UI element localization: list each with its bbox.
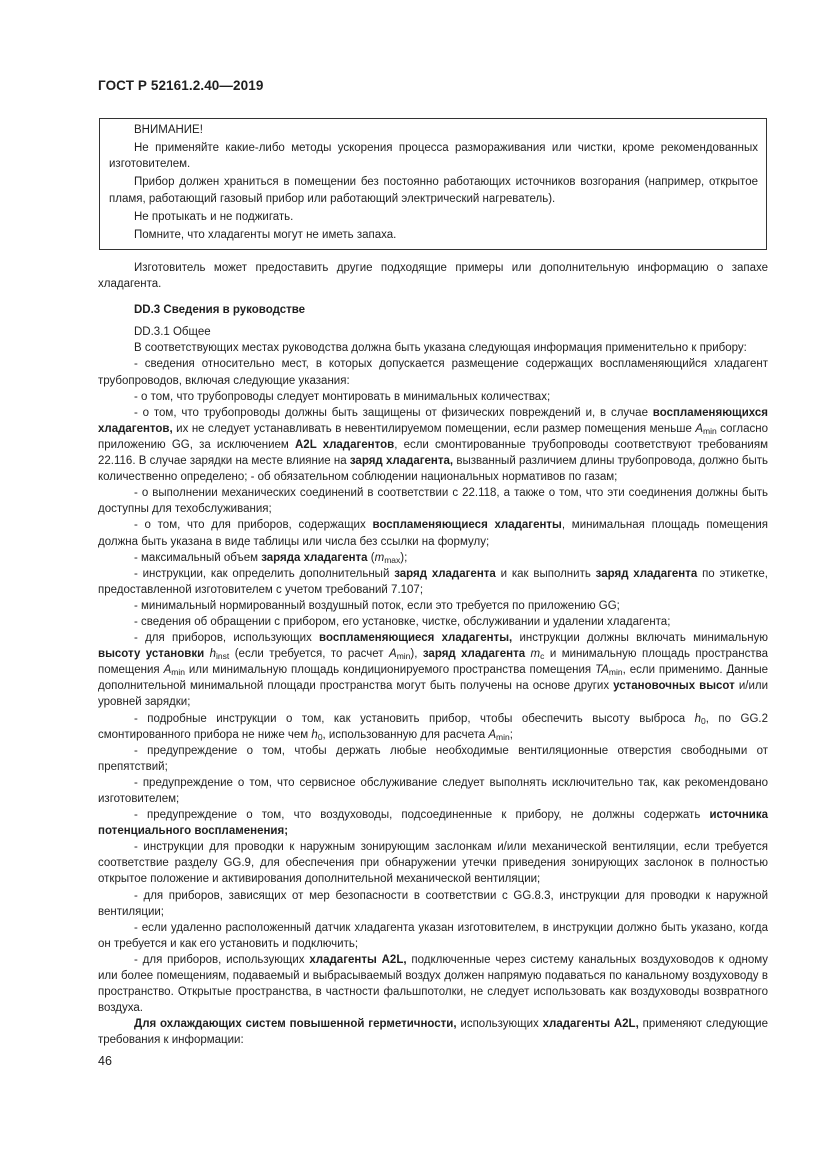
list-item: - подробные инструкции о том, как установить прибор, чтобы обеспечить высоту выброса $h_0$, по GG.2 смонтированного прибора не ниже чем $h_0$, использованную для расчета $A_{min}$; — [98, 712, 768, 742]
list-item: - о выполнении механических соединений в соответствии с 22.118, а также о том, что эти соединения должны быть доступны для техобслуживания; — [98, 487, 768, 516]
document-header: ГОСТ Р 52161.2.40—2019 — [98, 78, 264, 93]
list-item: - инструкции, как определить дополнительный заряд хладагента и как выполнить заряд хладагента по этикетке, предоставленной изготовителем с учетом требований 7.107; — [98, 567, 769, 596]
list-item: - минимальный нормированный воздушный поток, если это требуется по приложению GG; — [134, 599, 620, 612]
list-item: - для приборов, использующих воспламеняющиеся хладагенты, инструкции должны включать минимальную высоту установки $h_{inst}$ (если требуется, то расчет $A_{min}$), заряд хладагента $m_c$ и минимальную площадь пространства помещения $A_{min}$ или минимальную площадь кондиционируемого пространства помещения $TA_{min}$, если применимо. Данные дополнительной минимальной площади пространства могут быть получены на основе других установочных высот и/или уровней зарядки; — [98, 632, 768, 709]
warning-line: Не протыкать и не поджигать. — [134, 210, 294, 223]
warning-title: ВНИМАНИЕ! — [134, 124, 203, 136]
list-item: - предупреждение о том, чтобы держать любые необходимые вентиляционные отверстия свободными от препятствий; — [98, 744, 768, 773]
list-item: - инструкции для проводки к наружным зонирующим заслонкам и/или механической вентиляции, если требуется соответствие разделу GG.9, для обеспечения при обнаружении утечки приведения зонирующих заслонок в полностью открытое положение и активирования дополнительной механической вентиляции; — [98, 841, 768, 886]
section-title: DD.3 Сведения в руководстве — [134, 304, 306, 317]
paragraph: В соответствующих местах руководства должна быть указана следующая информация применительно к прибору: — [134, 342, 747, 355]
intro-paragraph: Изготовитель может предоставить другие подходящие примеры или дополнительную информацию о запахе хладагента. — [98, 262, 768, 291]
warning-line: Не применяйте какие-либо методы ускорения процесса размораживания или чистки, кроме рекомендованных изготовителем. — [109, 142, 758, 171]
page-number: 46 — [98, 1054, 112, 1068]
warning-box — [99, 118, 767, 250]
warning-line: Прибор должен храниться в помещении без постоянно работающих источников возгорания (например, открытое пламя, работающий газовый прибор или работающий электрический нагреватель). — [109, 176, 758, 205]
list-item: - максимальный объем заряда хладагента $(m_{max})$; — [134, 551, 408, 565]
list-item: - если удаленно расположенный датчик хладагента указан изготовителем, в инструкции должно быть указано, когда он требуется и как его установить и подключить; — [98, 921, 768, 950]
list-item: - о том, что для приборов, содержащих воспламеняющиеся хладагенты, минимальная площадь помещения должна быть указана в виде таблицы или числа без ссылки на формулу; — [98, 519, 768, 548]
paragraph: Для охлаждающих систем повышенной герметичности, использующих хладагенты A2L, применяют следующие требования к информации: — [98, 1018, 768, 1047]
list-item: - о том, что трубопроводы следует монтировать в минимальных количествах; — [134, 390, 551, 403]
list-item: - предупреждение о том, что сервисное обслуживание следует выполнять исключительно так, как рекомендовано изготовителем; — [98, 776, 768, 805]
list-item: - сведения об обращении с прибором, его установке, чистке, обслуживании и удалении хладагента; — [134, 615, 671, 628]
document-body — [98, 260, 768, 1049]
subsection-title: DD.3.1 Общее — [134, 326, 211, 339]
list-item: - сведения относительно мест, в которых допускается размещение содержащих воспламеняющийся хладагент трубопроводов, включая следующие указания: — [98, 358, 768, 387]
list-item: - для приборов, зависящих от мер безопасности в соответствии с GG.8.3, инструкции для проводки к наружной вентиляции; — [98, 889, 768, 918]
list-item: - о том, что трубопроводы должны быть защищены от физических повреждений и, в случае воспламеняющихся хладагентов, их не следует устанавливать в невентилируемом помещении, если размер помещения меньше $A_{min}$ согласно приложению GG, за исключением A2L хладагентов, если смонтированные трубопроводы соответствуют требованиям 22.116. В случае зарядки на месте влияние на заряд хладагента, вызванный различием длины трубопровода, должно быть количественно определено; - об обязательном соблюдении национальных нормативов по газам; — [98, 406, 768, 484]
list-item: - для приборов, использующих хладагенты A2L, подключенные через систему канальных воздуховодов к одному или более помещениям, подаваемый и выбрасываемый воздух должен напрямую подаваться по канальному воздуховоду в пространство. Открытые пространства, в частности фальшпотолки, не следует использовать как воздуховоды возвратного воздуха. — [98, 953, 769, 1015]
list-item: - предупреждение о том, что воздуховоды, подсоединенные к прибору, не должны содержать источника потенциального воспламенения; — [98, 809, 768, 838]
warning-line: Помните, что хладагенты могут не иметь запаха. — [134, 228, 397, 241]
